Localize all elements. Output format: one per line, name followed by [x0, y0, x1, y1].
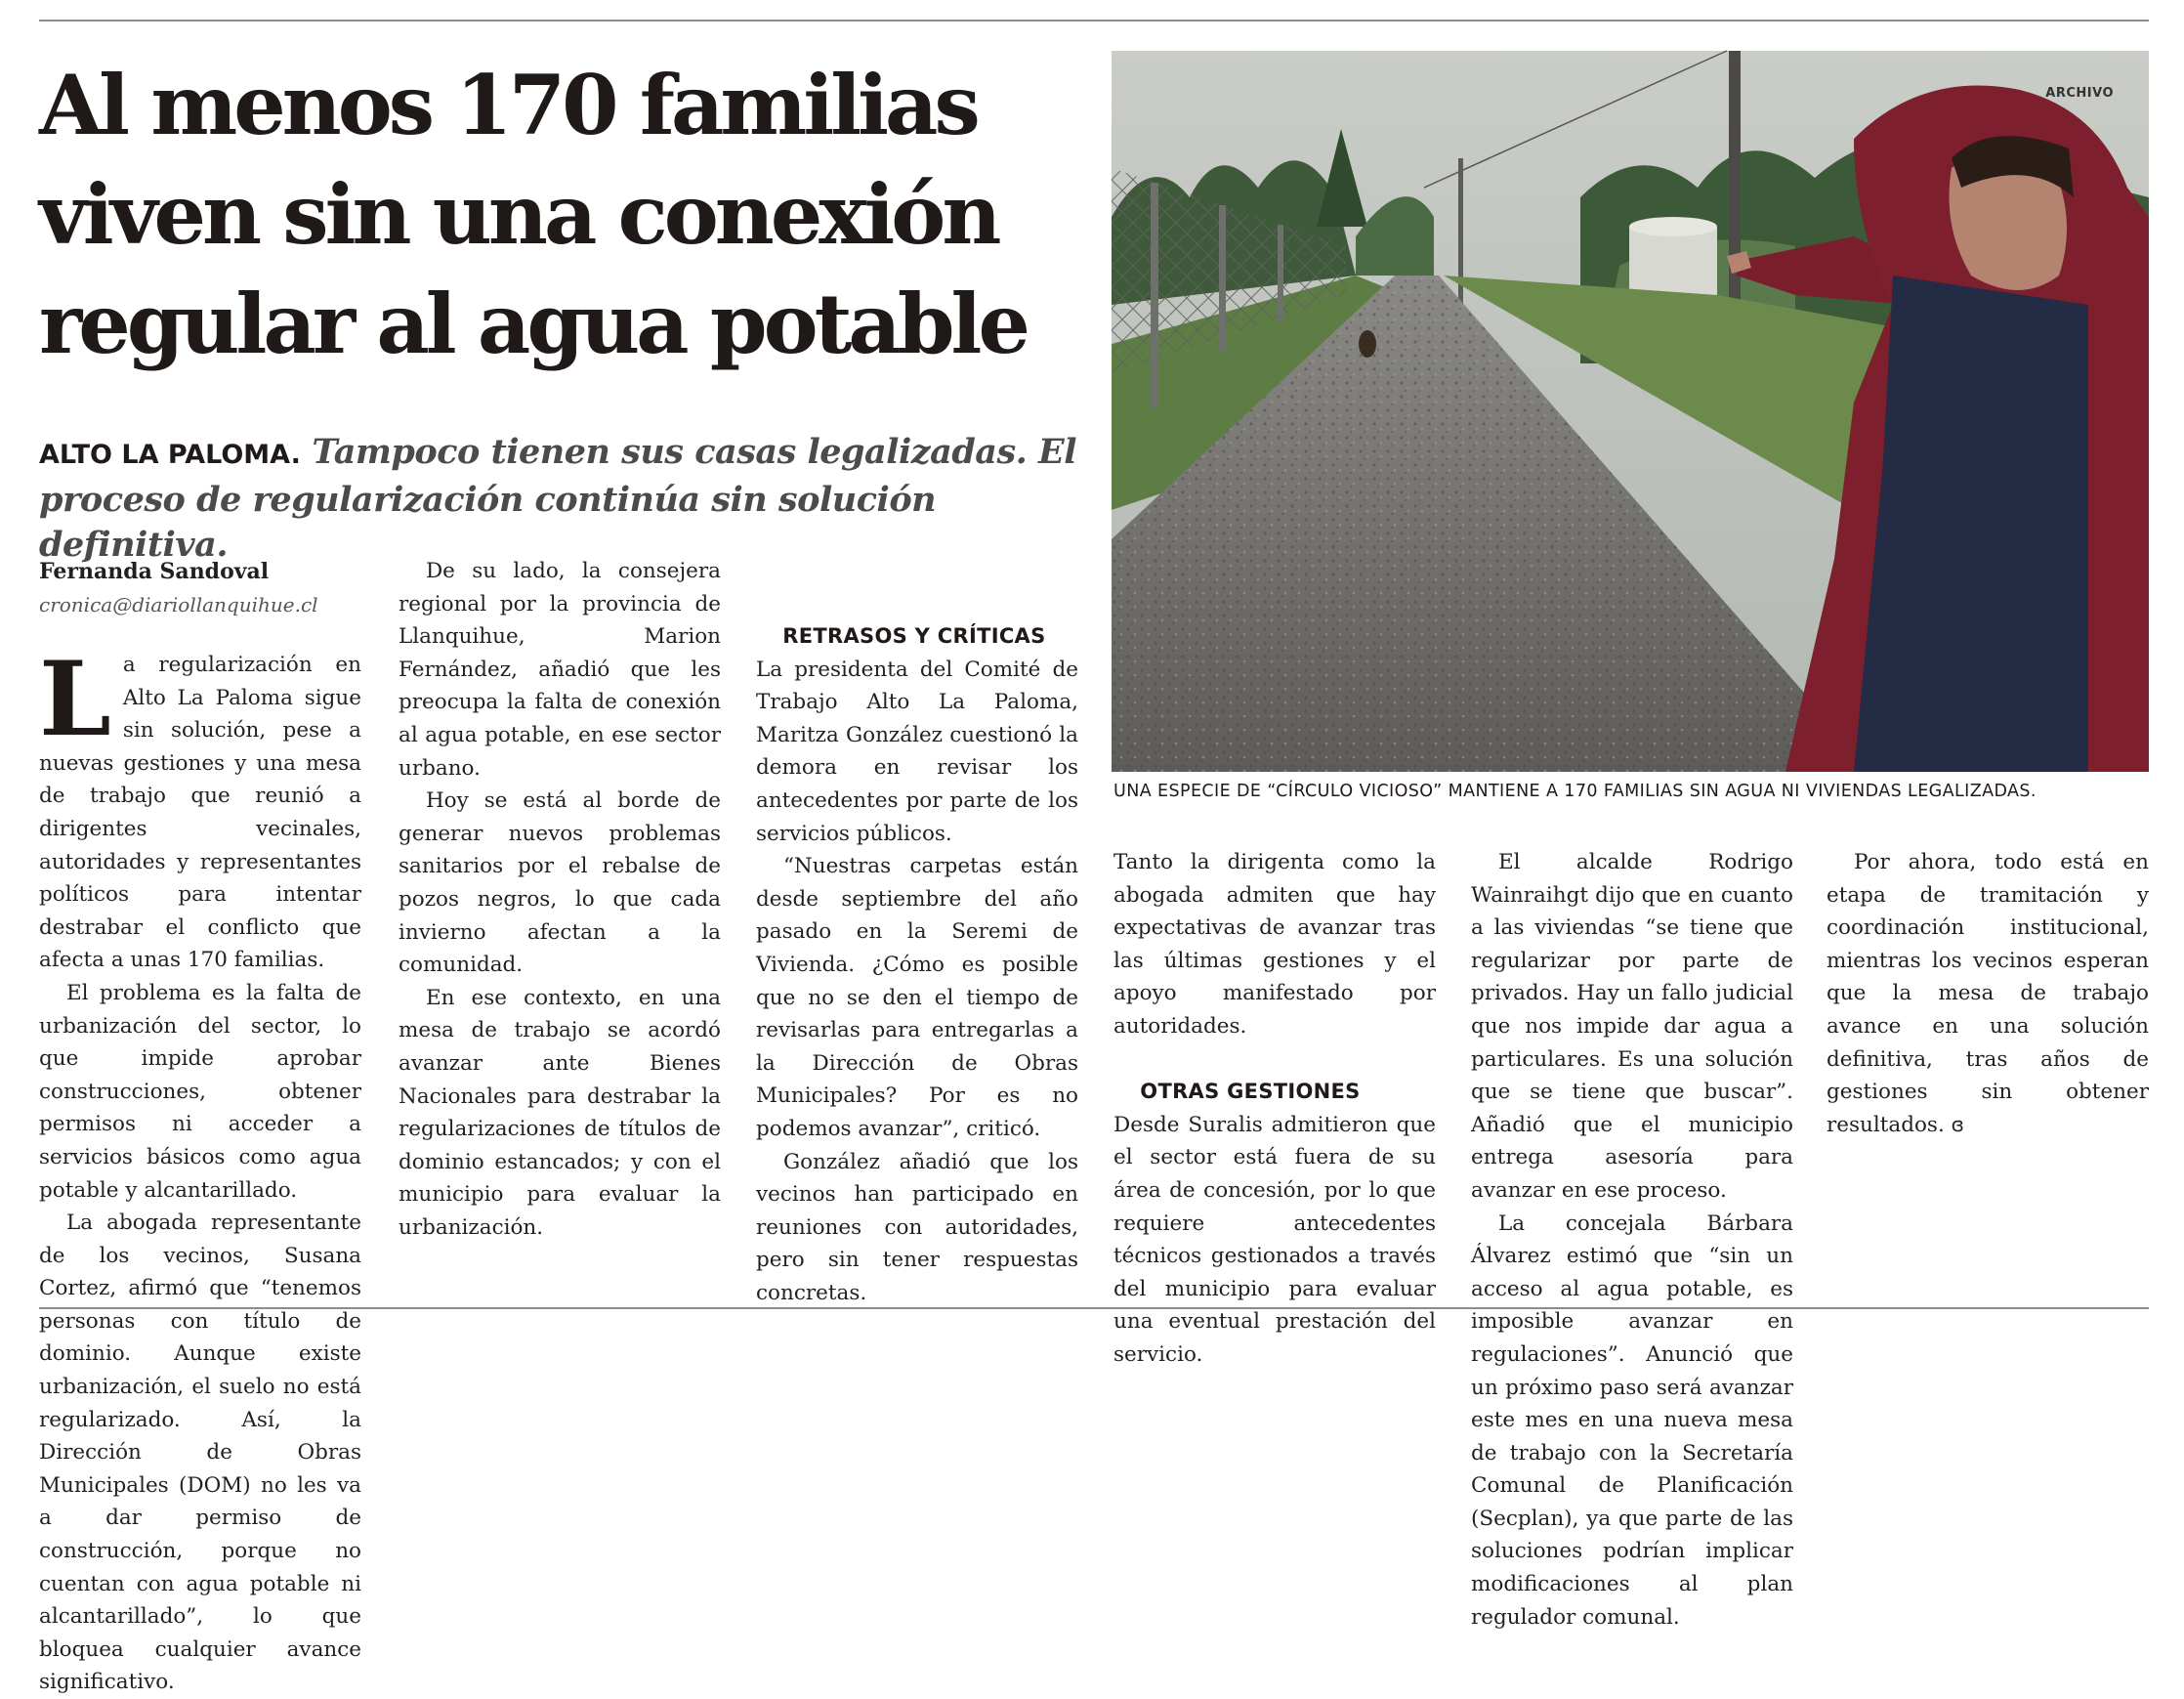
paragraph-14-text: Por ahora, todo está en etapa de tramitación y coordinación institucional, mientras los vecinos esperan que la mesa de trabajo avance en una solución definitiva, tras años de gestiones sin obtener resultados. — [1827, 850, 2149, 1137]
paragraph-4: De su lado, la consejera regional por la provincia de Llanquihue, Marion Fernández, añadió que les preocupa la falta de conexión al agua potable, en ese sector urbano. — [399, 559, 721, 781]
article-photo — [1112, 51, 2149, 772]
paragraph-14 — [1827, 846, 2149, 1141]
subhead-text: Tampoco tienen sus casas legalizadas. El proceso de regularización continúa sin solución definitiva. — [39, 432, 1077, 565]
paragraph-3: La abogada representante de los vecinos, Susana Cortez, afirmó que “tenemos personas con título de dominio. Aunque existe urbanización, el suelo no está regularizado. Así, la Dirección de Obras Municipales (DOM) no les va a dar permiso de construcción, porque no cuentan con agua potable ni alcantarillado”, lo que bloquea cualquier avance significativo. — [39, 1211, 361, 1695]
column-6 — [1827, 846, 2149, 1303]
paragraph-1 — [39, 638, 361, 977]
column-1 — [39, 555, 361, 1695]
subhead-kicker: ALTO LA PALOMA. — [39, 440, 301, 470]
paragraph-11: Desde Suralis admitieron que el sector está fuera de su área de concesión, por lo que requiere antecedentes técnicos gestionados a través del municipio para evaluar una eventual prestación del servicio. — [1113, 1112, 1436, 1367]
column-2 — [399, 555, 721, 1303]
photo-credit: ARCHIVO — [2045, 86, 2114, 101]
section-heading-otras-gestiones: OTRAS GESTIONES — [1140, 1080, 1361, 1104]
subheadline — [39, 430, 1094, 568]
paragraph-2: El problema es la falta de urbanización del sector, lo que impide aprobar construcciones, obtener permisos ni acceder a servicios básicos como agua potable y alcantarillado. — [39, 980, 361, 1203]
headline-line-2: viven sin una conexión — [39, 166, 998, 263]
paragraph-8: “Nuestras carpetas están desde septiembre del año pasado en la Seremi de Vivienda. ¿Cómo es posible que no se den el tiempo de revisarlas para entregarlas a la Dirección de Obras Municipales? Por es no podemos avanzar”, criticó. — [756, 854, 1078, 1141]
column-3 — [756, 555, 1078, 1303]
column-5 — [1471, 846, 1793, 1630]
drop-cap: L — [39, 638, 111, 759]
end-mark-icon: ɞ — [1951, 1112, 1964, 1136]
paragraph-6: En ese contexto, en una mesa de trabajo se acordó avanzar ante Bienes Nacionales para destrabar la regularizaciones de títulos de dominio estancados; y con el municipio para evaluar la urbanización. — [399, 985, 721, 1240]
paragraph-12: El alcalde Rodrigo Wainraihgt dijo que en cuanto a las viviendas “se tiene que regularizar por parte de privados. Hay un fallo judicial que nos impide dar agua a particulares. Es una solución que se tiene que buscar”. Añadió que el municipio entrega asesoría para avanzar en ese proceso. — [1471, 850, 1793, 1203]
paragraph-9: González añadió que los vecinos han participado en reuniones con autoridades, pero sin tener respuestas concretas. — [756, 1149, 1078, 1305]
paragraph-13: La concejala Bárbara Álvarez estimó que “sin un acceso al agua potable, es imposible avanzar en regulaciones”. Anunció que un próximo paso será avanzar este mes en una nueva mesa de trabajo con la Secretaría Comunal de Planificación (Secplan), ya que parte de las soluciones podrían implicar modificaciones al plan regulador comunal. — [1471, 1211, 1793, 1630]
paragraph-1-text: a regularización en Alto La Paloma sigue sin solución, pese a nuevas gestiones y una mesa de trabajo que reunió a dirigentes vecinales, autoridades y representantes políticos para intentar destrabar el conflicto que afecta a unas 170 familias. — [39, 653, 361, 973]
photo-caption: UNA ESPECIE DE “CÍRCULO VICIOSO” MANTIENE A 170 FAMILIAS SIN AGUA NI VIVIENDAS LEGALIZADAS. — [1113, 782, 2037, 801]
paragraph-7: La presidenta del Comité de Trabajo Alto La Paloma, Maritza González cuestionó la demora en revisar los antecedentes por parte de los servicios públicos. — [756, 657, 1078, 846]
byline-author: Fernanda Sandoval — [39, 559, 270, 584]
paragraph-5: Hoy se está al borde de generar nuevos problemas sanitarios por el rebalse de pozos negros, lo que cada invierno afectan a la comunidad. — [399, 788, 721, 978]
headline-line-1: Al menos 170 familias — [39, 57, 977, 153]
byline-email: cronica@diariollanquihue.cl — [39, 593, 318, 616]
column-4 — [1113, 846, 1436, 1367]
headline-line-3: regular al agua potable — [39, 276, 1027, 372]
paragraph-10: Tanto la dirigenta como la abogada admiten que hay expectativas de avanzar tras las últimas gestiones y el apoyo manifestado por autoridades. — [1113, 850, 1436, 1039]
top-rule — [39, 20, 2149, 21]
section-heading-retrasos: RETRASOS Y CRÍTICAS — [782, 624, 1046, 648]
headline — [39, 51, 1084, 379]
photo-illustration — [1112, 51, 2149, 772]
